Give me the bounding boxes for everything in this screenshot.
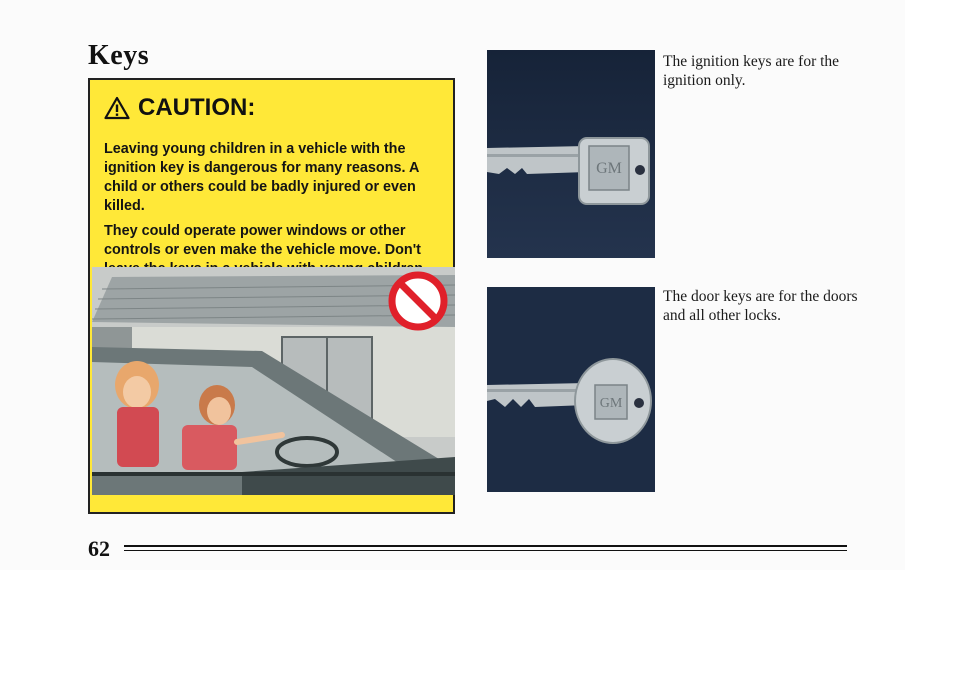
door-key-caption: The door keys are for the doors and all other locks. (663, 288, 858, 324)
footer-rule (124, 545, 847, 547)
caution-paragraph-2: They could operate power windows or other controls or even make the vehicle move. Don't (104, 223, 421, 258)
ignition-key-caption: The ignition keys are for the ignition only. (663, 53, 840, 89)
page-title: Keys (88, 40, 150, 71)
children-in-car-illustration (92, 267, 455, 495)
caution-heading (104, 94, 255, 122)
ignition-key-badge: GM (596, 160, 622, 177)
door-key-photo (487, 287, 655, 492)
caution-paragraph-1: Leaving young children in a vehicle with the ignition key is dangerous for many reasons. A child or others could be badly injured or even killed. (104, 141, 419, 214)
prohibition-icon (392, 275, 444, 327)
door-key-badge: GM (599, 396, 623, 411)
caution-box (88, 78, 455, 514)
ignition-key-photo (487, 50, 655, 258)
footer-rule-thin (124, 550, 847, 551)
caution-heading-text: CAUTION: (138, 94, 256, 121)
warning-triangle-icon (104, 96, 130, 120)
page-number: 62 (88, 536, 110, 561)
